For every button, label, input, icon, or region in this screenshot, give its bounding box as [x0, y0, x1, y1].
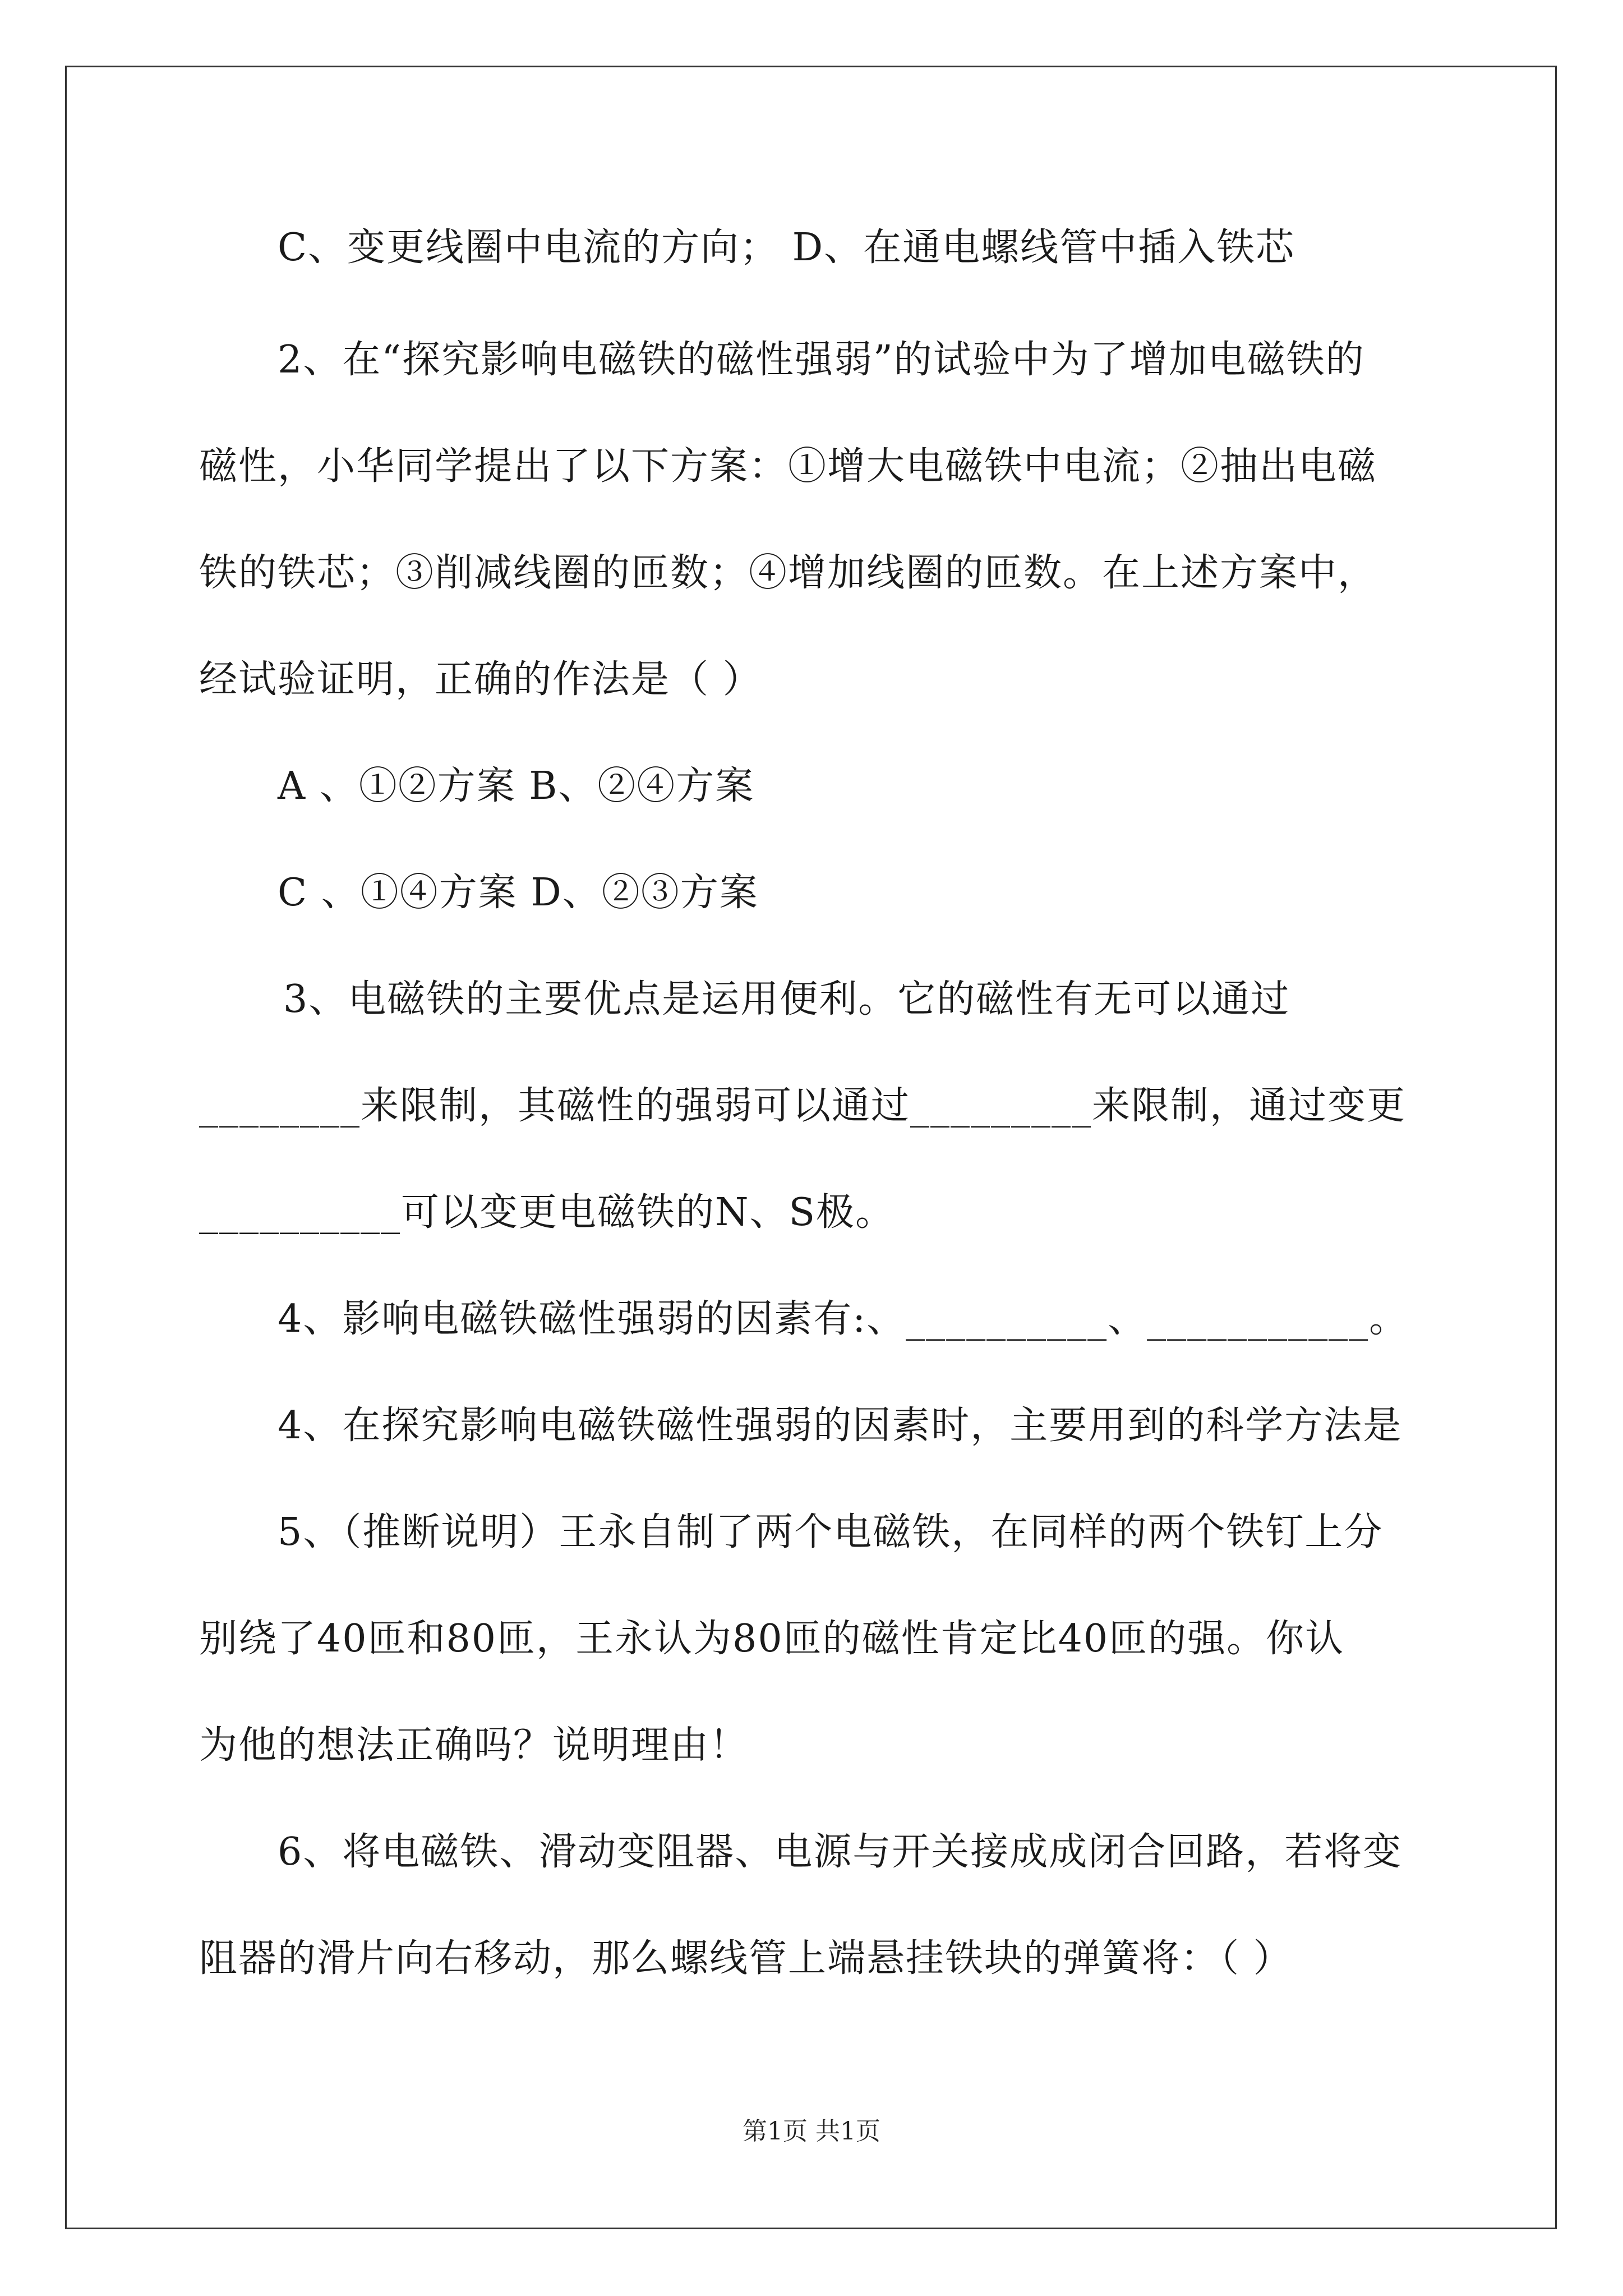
question-5-line-3: 为他的想法正确吗？说明理由！	[199, 1723, 749, 1768]
question-2-line-4: 经试验证明，正确的作法是（ ）	[199, 657, 762, 702]
question-4a-line: 4、影响电磁铁磁性强弱的因素有:、__________、___________。	[278, 1297, 1409, 1341]
question-2-line-2: 磁性，小华同学提出了以下方案：①增大电磁铁中电流；②抽出电磁	[199, 444, 1377, 489]
question-6-line-2: 阻器的滑片向右移动，那么螺线管上端悬挂铁块的弹簧将：（ ）	[199, 1936, 1293, 1981]
page-border	[65, 66, 1557, 2229]
option-line-c-d: C、变更线圈中电流的方向； D、在通电螺线管中插入铁芯	[278, 226, 1295, 270]
question-2-options-a-b: A 、①②方案 B、②④方案	[278, 764, 755, 808]
question-5-line-1: 5、（推断说明）王永自制了两个电磁铁，在同样的两个铁钉上分	[278, 1510, 1384, 1554]
question-5-line-2: 别绕了40匝和80匝，王永认为80匝的磁性肯定比40匝的强。你认	[199, 1617, 1345, 1661]
question-4b-line: 4、在探究影响电磁铁磁性强弱的因素时，主要用到的科学方法是	[278, 1404, 1403, 1448]
question-2-line-3: 铁的铁芯；③削减线圈的匝数；④增加线圈的匝数。在上述方案中，	[199, 551, 1377, 595]
question-3-line-2: ________来限制，其磁性的强弱可以通过_________来限制，通过变更	[199, 1084, 1407, 1128]
question-3-line-3: __________可以变更电磁铁的N、S极。	[199, 1190, 895, 1235]
question-2-line-1: 2、在“探究影响电磁铁的磁性强弱”的试验中为了增加电磁铁的	[278, 338, 1365, 382]
question-6-line-1: 6、将电磁铁、滑动变阻器、电源与开关接成成闭合回路，若将变	[278, 1830, 1403, 1874]
question-2-options-c-d: C 、①④方案 D、②③方案	[278, 871, 759, 915]
page-footer: 第1页 共1页	[743, 2117, 880, 2146]
question-3-line-1: 3、电磁铁的主要优点是运用便利。它的磁性有无可以通过	[283, 977, 1290, 1022]
